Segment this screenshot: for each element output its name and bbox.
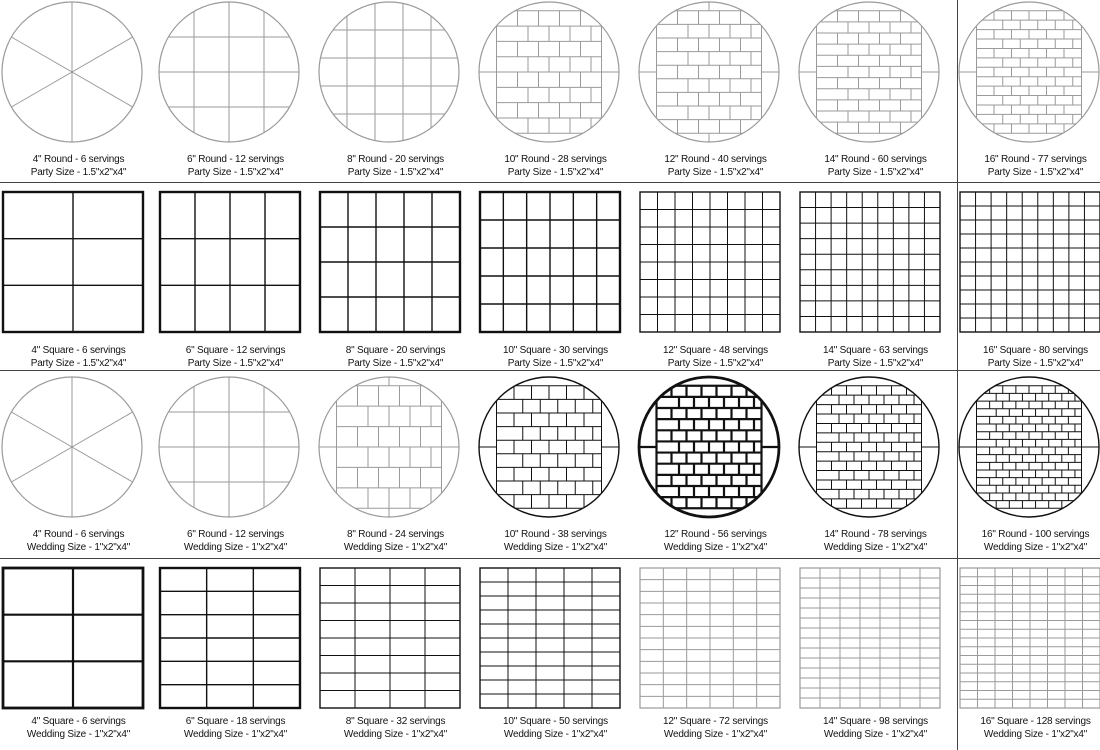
cake-caption	[797, 344, 954, 370]
cake-serving-size: Party Size - 1.5"x2"x4"	[507, 358, 604, 369]
wedding-round-cake-1	[0, 375, 157, 561]
cake-title: 16" Round - 100 servings	[981, 529, 1090, 540]
cake-title: 6" Round - 12 servings	[187, 154, 284, 165]
wedding-round-cake-2	[157, 375, 314, 561]
square-cake-diagram	[317, 562, 474, 708]
cake-caption	[157, 153, 314, 179]
square-cake-diagram	[637, 562, 794, 708]
cake-title: 4" Round - 6 servings	[32, 154, 125, 165]
row-divider	[0, 558, 1100, 559]
cake-title: 12" Round - 56 servings	[664, 529, 767, 540]
round-cake-diagram	[637, 375, 794, 521]
cake-title: 8" Round - 20 servings	[347, 154, 444, 165]
round-cake-diagram	[317, 0, 474, 146]
cake-title: 16" Square - 128 servings	[980, 716, 1091, 727]
cake-caption	[317, 344, 474, 370]
cake-outline	[800, 192, 940, 332]
cake-title: 4" Square - 6 servings	[31, 345, 126, 356]
cake-title: 10" Round - 28 servings	[504, 154, 607, 165]
cake-caption	[157, 344, 314, 370]
cake-caption	[797, 528, 954, 554]
square-cake-diagram	[477, 186, 634, 332]
cake-serving-size: Party Size - 1.5"x2"x4"	[187, 167, 284, 178]
cake-serving-size: Wedding Size - 1"x2"x4"	[183, 729, 288, 740]
cake-caption	[0, 528, 157, 554]
row-divider	[0, 370, 1100, 371]
round-cake-diagram	[797, 0, 954, 146]
cake-caption	[477, 153, 634, 179]
cake-serving-size: Wedding Size - 1"x2"x4"	[823, 542, 928, 553]
cake-caption	[957, 344, 1100, 370]
cake-title: 14" Round - 78 servings	[824, 529, 927, 540]
cake-title: 6" Square - 18 servings	[185, 716, 286, 727]
round-cake-diagram	[957, 0, 1100, 146]
cake-serving-size: Wedding Size - 1"x2"x4"	[26, 729, 131, 740]
party-round-cake-5	[637, 0, 794, 186]
wedding-square-cake-6	[797, 562, 954, 748]
cake-caption	[477, 344, 634, 370]
cake-title: 10" Round - 38 servings	[504, 529, 607, 540]
cake-outline	[319, 2, 459, 142]
cake-caption	[957, 153, 1100, 179]
cake-serving-size: Party Size - 1.5"x2"x4"	[347, 358, 444, 369]
party-square-cake-5	[637, 186, 794, 372]
party-round-cake-1	[0, 0, 157, 186]
cake-serving-size: Party Size - 1.5"x2"x4"	[507, 167, 604, 178]
cake-title: 4" Square - 6 servings	[31, 716, 126, 727]
wedding-round-cake-5	[637, 375, 794, 561]
cake-serving-size: Wedding Size - 1"x2"x4"	[183, 542, 288, 553]
cake-title: 16" Round - 77 servings	[984, 154, 1087, 165]
wedding-square-cake-7	[957, 562, 1100, 748]
cake-title: 10" Square - 50 servings	[503, 716, 608, 727]
party-round-cake-4	[477, 0, 634, 186]
cut-line	[657, 133, 680, 142]
cake-caption	[957, 715, 1100, 741]
cake-serving-size: Party Size - 1.5"x2"x4"	[667, 167, 764, 178]
cake-serving-size: Wedding Size - 1"x2"x4"	[663, 729, 768, 740]
cake-caption	[637, 344, 794, 370]
wedding-round-cake-6	[797, 375, 954, 561]
party-round-cake-2	[157, 0, 314, 186]
cut-line	[337, 377, 360, 386]
square-cake-diagram	[0, 186, 157, 332]
cake-caption	[317, 715, 474, 741]
party-square-cake-3	[317, 186, 474, 372]
cake-title: 6" Square - 12 servings	[185, 345, 286, 356]
round-cake-diagram	[157, 375, 314, 521]
cake-title: 12" Round - 40 servings	[664, 154, 767, 165]
cake-serving-size: Wedding Size - 1"x2"x4"	[26, 542, 131, 553]
cake-caption	[477, 528, 634, 554]
cut-line	[657, 2, 680, 11]
cake-serving-size: Party Size - 1.5"x2"x4"	[347, 167, 444, 178]
cake-serving-size: Party Size - 1.5"x2"x4"	[987, 358, 1084, 369]
cake-caption	[637, 715, 794, 741]
square-cake-diagram	[0, 562, 157, 708]
cake-caption	[797, 153, 954, 179]
wedding-square-cake-3	[317, 562, 474, 748]
cake-title: 4" Round - 6 servings	[32, 529, 125, 540]
party-round-cake-6	[797, 0, 954, 186]
party-square-cake-7	[957, 186, 1100, 372]
cake-caption	[317, 153, 474, 179]
cake-title: 8" Square - 20 servings	[345, 345, 446, 356]
cake-title: 16" Square - 80 servings	[983, 345, 1088, 356]
cake-serving-size: Party Size - 1.5"x2"x4"	[667, 358, 764, 369]
cake-title: 14" Round - 60 servings	[824, 154, 927, 165]
column-divider	[957, 0, 958, 750]
square-cake-diagram	[157, 562, 314, 708]
round-cake-diagram	[477, 0, 634, 146]
round-cake-diagram	[0, 0, 157, 146]
cake-serving-size: Party Size - 1.5"x2"x4"	[187, 358, 284, 369]
cake-title: 14" Square - 63 servings	[823, 345, 928, 356]
cut-line	[419, 377, 442, 386]
round-cake-diagram	[797, 375, 954, 521]
round-cake-diagram	[157, 0, 314, 146]
round-cake-diagram	[637, 0, 794, 146]
cake-caption	[157, 528, 314, 554]
cake-serving-size: Wedding Size - 1"x2"x4"	[823, 729, 928, 740]
square-cake-diagram	[317, 186, 474, 332]
party-square-cake-2	[157, 186, 314, 372]
cake-title: 12" Square - 72 servings	[663, 716, 768, 727]
square-cake-diagram	[957, 186, 1100, 332]
cake-serving-size: Party Size - 1.5"x2"x4"	[30, 358, 127, 369]
wedding-square-cake-5	[637, 562, 794, 748]
cut-line	[419, 508, 442, 517]
cake-caption	[797, 715, 954, 741]
square-cake-diagram	[637, 186, 794, 332]
cake-caption	[317, 528, 474, 554]
wedding-round-cake-4	[477, 375, 634, 561]
party-square-cake-4	[477, 186, 634, 372]
cake-serving-size: Wedding Size - 1"x2"x4"	[343, 729, 448, 740]
wedding-round-cake-7	[957, 375, 1100, 561]
cake-serving-size: Wedding Size - 1"x2"x4"	[503, 729, 608, 740]
cut-line	[337, 508, 360, 517]
cake-serving-size: Party Size - 1.5"x2"x4"	[30, 167, 127, 178]
cake-caption	[637, 153, 794, 179]
cake-caption	[637, 528, 794, 554]
round-cake-diagram	[477, 375, 634, 521]
cake-outline	[639, 2, 779, 142]
cake-title: 12" Square - 48 servings	[663, 345, 768, 356]
cake-title: 8" Square - 32 servings	[345, 716, 446, 727]
cake-serving-size: Party Size - 1.5"x2"x4"	[827, 358, 924, 369]
cake-serving-size: Wedding Size - 1"x2"x4"	[503, 542, 608, 553]
cake-title: 6" Round - 12 servings	[187, 529, 284, 540]
square-cake-diagram	[957, 562, 1100, 708]
cake-caption	[157, 715, 314, 741]
cake-serving-size: Wedding Size - 1"x2"x4"	[663, 542, 768, 553]
party-round-cake-7	[957, 0, 1100, 186]
wedding-square-cake-1	[0, 562, 157, 748]
cake-serving-size: Wedding Size - 1"x2"x4"	[983, 542, 1088, 553]
square-cake-diagram	[797, 186, 954, 332]
cake-title: 8" Round - 24 servings	[347, 529, 444, 540]
cake-caption	[0, 715, 157, 741]
round-cake-diagram	[317, 375, 474, 521]
cake-title: 10" Square - 30 servings	[503, 345, 608, 356]
round-cake-diagram	[957, 375, 1100, 521]
square-cake-diagram	[157, 186, 314, 332]
round-cake-diagram	[0, 375, 157, 521]
cake-caption	[0, 153, 157, 179]
cake-serving-size: Party Size - 1.5"x2"x4"	[827, 167, 924, 178]
cake-caption	[0, 344, 157, 370]
cut-line	[739, 2, 762, 11]
cake-caption	[957, 528, 1100, 554]
row-divider	[0, 182, 1100, 183]
cake-serving-size: Wedding Size - 1"x2"x4"	[343, 542, 448, 553]
party-round-cake-3	[317, 0, 474, 186]
party-square-cake-1	[0, 186, 157, 372]
party-square-cake-6	[797, 186, 954, 372]
wedding-square-cake-4	[477, 562, 634, 748]
cake-serving-size: Wedding Size - 1"x2"x4"	[983, 729, 1088, 740]
cake-title: 14" Square - 98 servings	[823, 716, 928, 727]
wedding-round-cake-3	[317, 375, 474, 561]
cake-caption	[477, 715, 634, 741]
wedding-square-cake-2	[157, 562, 314, 748]
square-cake-diagram	[477, 562, 634, 708]
cut-line	[739, 133, 762, 142]
cake-serving-size: Party Size - 1.5"x2"x4"	[987, 167, 1084, 178]
square-cake-diagram	[797, 562, 954, 708]
